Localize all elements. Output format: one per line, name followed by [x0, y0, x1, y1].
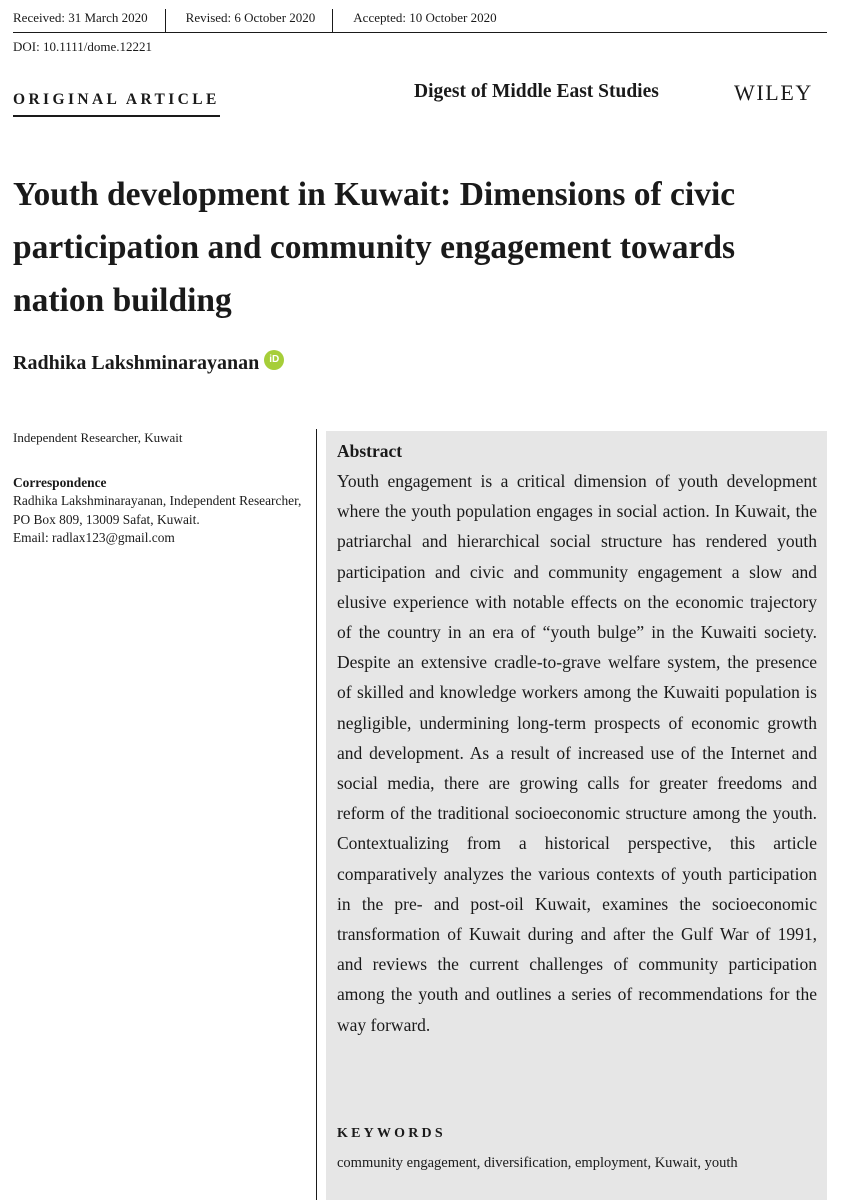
orcid-icon[interactable] — [264, 350, 284, 370]
header-rule — [13, 32, 827, 33]
column-divider — [316, 429, 317, 1200]
accepted-date: Accepted: 10 October 2020 — [353, 10, 497, 25]
correspondence-email[interactable]: Email: radlax123@gmail.com — [13, 530, 175, 546]
revised-date: Revised: 6 October 2020 — [185, 10, 316, 25]
journal-name: Digest of Middle East Studies — [414, 81, 659, 102]
author-name[interactable]: Radhika Lakshminarayanan — [13, 352, 260, 374]
correspondence-heading: Correspondence — [13, 475, 107, 490]
abstract-heading: Abstract — [337, 441, 403, 461]
abstract-text: Youth engagement is a critical dimension of youth development where the youth population engages in social action. In Kuwait, the patriarchal and hierarchical social structure has rendered youth participation and civic and community engagement a slow and elusive experience with notable effects on the economic trajectory of the country in an era of “youth bulge” in the Kuwaiti society. Despite an extensive cradle-to-grave welfare system, the presence of skilled and knowledge workers among the Kuwaiti population is negligible, undermining long-term prospects of economic growth and development. As a result of increased use of the Internet and social media, there are growing calls for greater freedoms and reform of the traditional socioeconomic structure among the youth. Contextualizing from a historical perspective, this article comparatively analyzes the various contexts of youth participation in the pre- and post-oil Kuwait, examines the socioeconomic transformation of Kuwait during and after the Gulf War of 1991, and reviews the current challenges of community participation among the youth and outlines a series of recommendations for the way forward. — [337, 471, 817, 1035]
author — [13, 350, 284, 376]
doi[interactable]: DOI: 10.1111/dome.12221 — [13, 39, 153, 54]
article-title: Youth development in Kuwait: Dimensions of civic participation and community engagement towards nation building — [13, 176, 736, 319]
orcid-label: iD — [269, 354, 280, 365]
affiliation: Independent Researcher, Kuwait — [13, 430, 183, 445]
correspondence — [13, 474, 303, 548]
keywords-list: community engagement, diversification, employment, Kuwait, youth — [337, 1155, 738, 1171]
keywords-heading: KEYWORDS — [337, 1126, 446, 1141]
divider — [165, 9, 166, 32]
article-type: ORIGINAL ARTICLE — [13, 91, 220, 117]
correspondence-address: Radhika Lakshminarayanan, Independent Researcher, PO Box 809, 13009 Safat, Kuwait. — [13, 493, 302, 527]
divider — [332, 9, 333, 32]
article-dates — [13, 9, 827, 32]
received-date: Received: 31 March 2020 — [13, 10, 148, 25]
publisher-logo: WILEY — [734, 80, 813, 105]
